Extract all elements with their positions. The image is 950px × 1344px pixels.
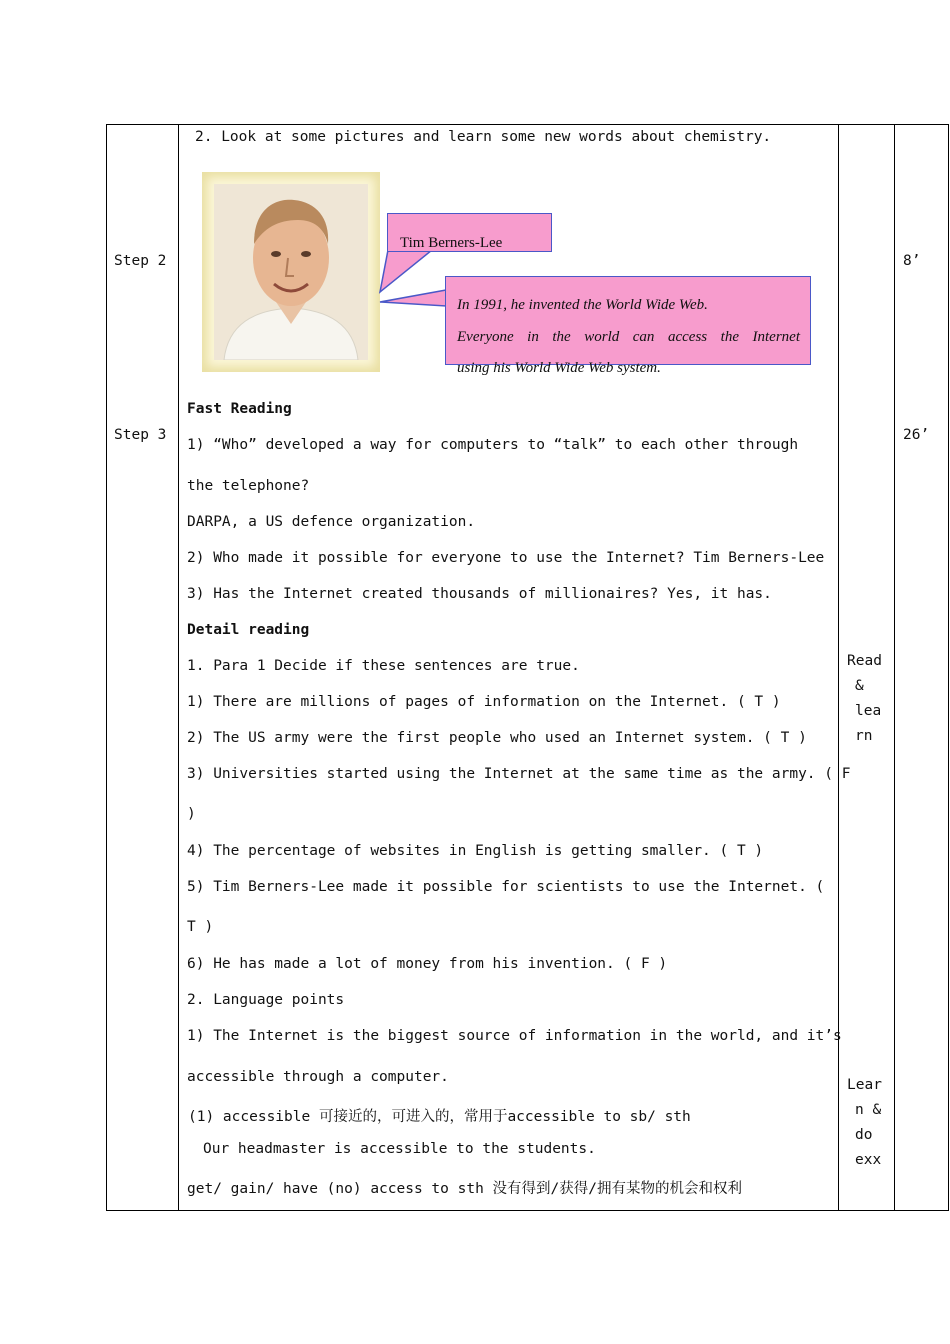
name-callout: Tim Berners-Lee	[387, 213, 552, 252]
step3-time: 26’	[903, 427, 930, 443]
activity-text: Read	[847, 653, 882, 669]
activity-text: n &	[855, 1102, 882, 1118]
question-1-cont: the telephone?	[187, 478, 310, 494]
column-divider	[178, 124, 179, 1211]
column-divider	[894, 124, 895, 1211]
question-1: 1) “Who” developed a way for computers to “talk” to each other through	[187, 437, 799, 453]
language-point-1: 1) The Internet is the biggest source of information in the world, and it’s	[187, 1028, 842, 1044]
step3-label: Step 3	[114, 427, 167, 443]
accessible-example: Our headmaster is accessible to the students.	[203, 1141, 596, 1157]
activity-text: lea	[855, 703, 882, 719]
statement-4: 4) The percentage of websites in English is getting smaller. ( T )	[187, 843, 764, 859]
statement-3-cont: )	[187, 806, 196, 822]
fact-callout	[445, 276, 811, 365]
activity-text: exx	[855, 1152, 882, 1168]
accessible-definition: (1) accessible 可接近的，可进入的，常用于accessible to sb/ sth	[188, 1109, 691, 1125]
question-2: 2) Who made it possible for everyone to use the Internet? Tim Berners-Lee	[187, 550, 825, 566]
column-divider	[838, 124, 839, 1211]
access-phrase: get/ gain/ have (no) access to sth 没有得到/获得/拥有某物的机会和权利	[187, 1181, 742, 1197]
activity-text: &	[855, 678, 864, 694]
activity-read-learn	[847, 649, 882, 749]
statement-1: 1) There are millions of pages of information on the Internet. ( T )	[187, 694, 781, 710]
fact-line: In 1991, he invented the World Wide Web.	[457, 297, 708, 313]
para-1-instruction: 1. Para 1 Decide if these sentences are true.	[187, 658, 580, 674]
statement-2: 2) The US army were the first people who used an Internet system. ( T )	[187, 730, 807, 746]
fast-reading-heading: Fast Reading	[187, 401, 292, 417]
tim-berners-lee-photo	[202, 172, 380, 372]
activity-text: do	[855, 1127, 873, 1143]
answer-1: DARPA, a US defence organization.	[187, 514, 476, 530]
portrait-illustration	[214, 184, 368, 360]
question-3: 3) Has the Internet created thousands of millionaires? Yes, it has.	[187, 586, 772, 602]
step2-label: Step 2	[114, 253, 167, 269]
statement-6: 6) He has made a lot of money from his invention. ( F )	[187, 956, 668, 972]
statement-5: 5) Tim Berners-Lee made it possible for scientists to use the Internet. (	[187, 879, 825, 895]
fact-line: using his World Wide Web system.	[457, 360, 661, 376]
statement-5-cont: T )	[187, 919, 214, 935]
step2-instruction: 2. Look at some pictures and learn some new words about chemistry.	[195, 129, 772, 145]
language-points-heading: 2. Language points	[187, 992, 345, 1008]
activity-learn-do	[847, 1073, 882, 1173]
step2-time: 8’	[903, 253, 921, 269]
language-point-1-cont: accessible through a computer.	[187, 1069, 449, 1085]
activity-text: Lear	[847, 1077, 882, 1093]
detail-reading-heading: Detail reading	[187, 622, 310, 638]
activity-text: rn	[855, 728, 873, 744]
statement-3: 3) Universities started using the Internet at the same time as the army. ( F	[187, 766, 851, 782]
fact-line: Everyone in the world can access the Internet	[457, 329, 800, 345]
